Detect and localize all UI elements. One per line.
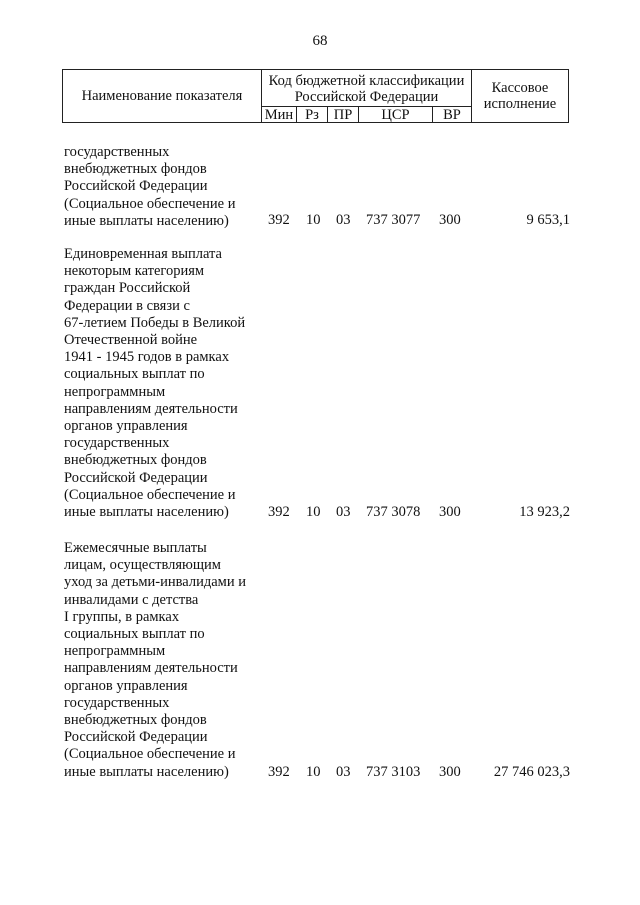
row-csr: 737 3103 [366, 764, 421, 780]
row-vr: 300 [439, 764, 461, 780]
row-rz: 10 [306, 764, 321, 780]
row-name: государственных внебюджетных фондов Российской Федерации (Социальное обеспечение и иные выплаты населению) [64, 144, 236, 229]
row-name: Ежемесячные выплаты лицам, осуществляющим уход за детьми-инвалидами и инвалидами с детства I группы, в рамках социальных выплат по непрограммным направлениям деятельности органов управления государственных внебюджетных фондов Российской Федерации (Социальное обеспечение и иные выплаты населению) [64, 540, 246, 780]
page-number: 68 [312, 33, 328, 49]
row-csr: 737 3077 [366, 212, 421, 228]
row-pr: 03 [336, 764, 351, 780]
row-csr: 737 3078 [366, 504, 421, 520]
header-amount-column: Кассовое исполнение [483, 80, 557, 112]
header-min: Мин [264, 107, 294, 123]
row-amount: 13 923,2 [519, 504, 570, 520]
row-pr: 03 [336, 504, 351, 520]
header-vr: ВР [443, 107, 461, 123]
row-min: 392 [268, 212, 290, 228]
row-name: Единовременная выплата некоторым категориям граждан Российской Федерации в связи с 67-летием Победы в Великой Отечественной войне 1941 - 1945 годов в рамках социальных выплат по непрограммным направлениям деятельности органов управления государственных внебюджетных фондов Российской Федерации (Социальное обеспечение и иные выплаты населению) [64, 246, 246, 521]
header-code-group: Код бюджетной классификации Российской Федерации [268, 72, 465, 105]
header-name-column: Наименование показателя [81, 88, 243, 104]
row-min: 392 [268, 764, 290, 780]
header-pr: ПР [333, 107, 353, 123]
row-rz: 10 [306, 504, 321, 520]
row-amount: 9 653,1 [526, 212, 570, 228]
row-vr: 300 [439, 212, 461, 228]
header-rz: Рз [305, 107, 319, 123]
row-pr: 03 [336, 212, 351, 228]
header-csr: ЦСР [381, 107, 410, 123]
row-amount: 27 746 023,3 [493, 764, 570, 780]
row-vr: 300 [439, 504, 461, 520]
row-min: 392 [268, 504, 290, 520]
table-header [62, 69, 569, 123]
row-rz: 10 [306, 212, 321, 228]
